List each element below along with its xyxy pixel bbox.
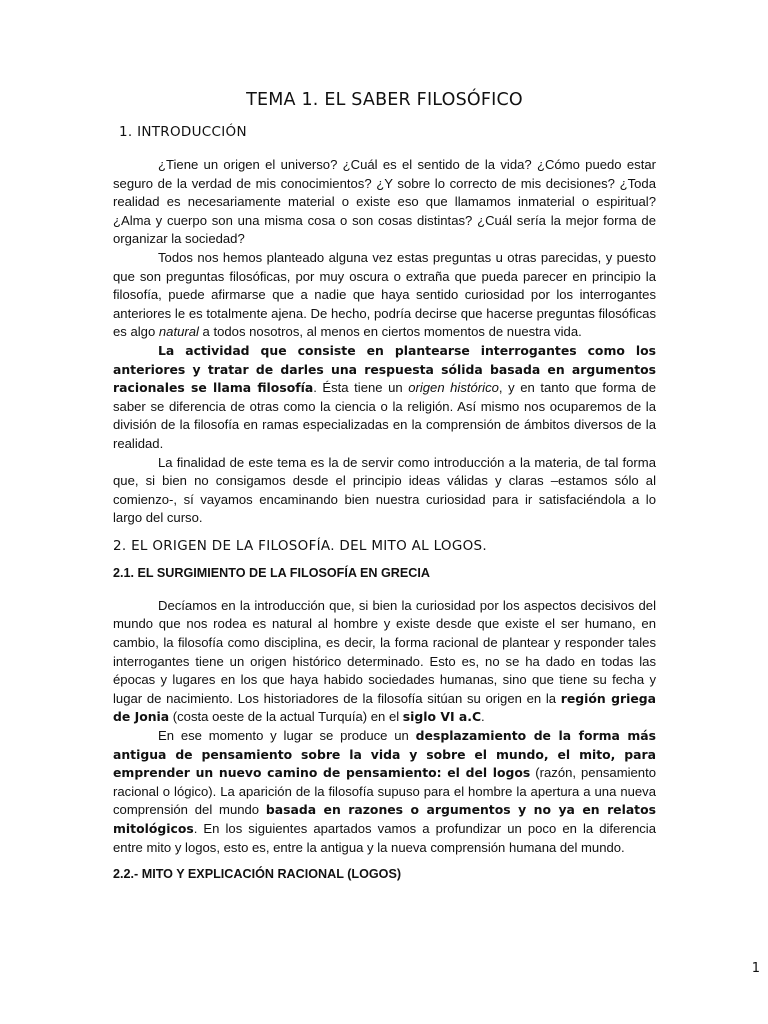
document-title: TEMA 1. EL SABER FILOSÓFICO	[246, 90, 523, 110]
text-run: (razón, pensamiento racional o lógico). La aparición de la filosofía supuso para el hombre la apertura a una nueva comprensión del mundo	[113, 765, 656, 818]
subsection-heading-surgimiento: 2.1. EL SURGIMIENTO DE LA FILOSOFÍA EN GRECIA	[113, 565, 430, 580]
emphasis-natural: natural	[158, 324, 199, 340]
emphasis-origen-historico: origen histórico	[408, 380, 499, 396]
bold-razones: basada en razones o argumentos y no ya en relatos mitológicos	[113, 802, 656, 836]
text-run: (costa oeste de la actual Turquía) en el	[169, 709, 403, 725]
section-heading-origen: 2. EL ORIGEN DE LA FILOSOFÍA. DEL MITO AL LOGOS.	[113, 537, 487, 554]
paragraph-questions: ¿Tiene un origen el universo? ¿Cuál es el sentido de la vida? ¿Cómo puedo estar seguro de la verdad de mis conocimientos? ¿Y sobre lo correcto de mis decisiones? ¿Toda realidad es necesariamente material o existe eso que llamamos inmaterial o espiritual? ¿Alma y cuerpo son una misma cosa o son cosas distintas? ¿Cuál sería la mejor forma de organizar la sociedad?	[113, 157, 656, 247]
bold-siglo: siglo VI a.C	[402, 709, 482, 725]
text-run: En ese momento y lugar se produce un	[158, 728, 416, 744]
bold-region-jonia: región griega de Jonia	[113, 690, 656, 725]
text-run: , y en tanto que forma de saber se diferencia de otras como la ciencia o la religión. Así mismo nos ocuparemos de la división de la filosofía en ramas especializadas en la comprensión de ámbitos diversos de la realidad.	[113, 380, 656, 451]
paragraph-origen-historico	[113, 597, 656, 727]
paragraph-preguntas-filosoficas	[113, 249, 656, 342]
text-run: . En los siguientes apartados vamos a profundizar un poco en la diferencia entre mito y logos, esto es, entre la antigua y la nueva comprensión humana del mundo.	[113, 821, 656, 855]
paragraph-finalidad: La finalidad de este tema es la de servir como introducción a la materia, de tal forma que, si bien no consigamos desde el principio ideas válidas y claras –estamos sólo al comienzo-, sí vayamos encaminando bien nuestra curiosidad para ir satisfaciéndola a lo largo del curso.	[113, 454, 656, 526]
paragraph-mito-logos	[113, 727, 656, 857]
document-page	[113, 90, 656, 892]
text-run: .	[481, 709, 485, 725]
text-run: a todos nosotros, al menos en ciertos momentos de nuestra vida.	[198, 324, 582, 340]
text-run: Todos nos hemos planteado alguna vez estas preguntas u otras parecidas, y puesto que son preguntas filosóficas, por muy oscura o extraña que pueda parecer en principio la filosofía, puede afirmarse que a nadie que haya sentido curiosidad por los interrogantes anteriores le es totalmente ajena. De hecho, podría decirse que hacerse preguntas filosóficas es algo	[113, 249, 656, 340]
text-run: . Ésta tiene un	[313, 380, 409, 396]
bold-definition: La actividad que consiste en plantearse interrogantes como los anteriores y tratar de darles una respuesta sólida basada en argumentos racionales se llama filosofía	[113, 342, 656, 396]
text-run: Decíamos en la introducción que, si bien la curiosidad por los aspectos decisivos del mundo que nos rodea es natural al hombre y existe desde que existe el ser humano, en cambio, la filosofía como disciplina, es decir, la forma racional de plantear y responder tales interrogantes tiene un origen histórico determinado. Esto es, no se ha dado en todas las épocas y lugares en los que haya habido sociedades humanas, sino que tiene su fecha y lugar de nacimiento. Los historiadores de la filosofía sitúan su origen en la	[113, 597, 656, 706]
page-number: 1	[751, 961, 760, 976]
bold-desplazamiento: desplazamiento de la forma más antigua de pensamiento sobre la vida y sobre el mundo, el mito, para emprender un nuevo camino de pensamiento: el del logos	[113, 728, 656, 781]
paragraph-definicion-filosofia	[113, 342, 656, 454]
subsection-heading-mito-explicacion: 2.2.- MITO Y EXPLICACIÓN RACIONAL (LOGOS)	[113, 867, 402, 882]
section-heading-introduccion: 1. INTRODUCCIÓN	[119, 124, 247, 140]
